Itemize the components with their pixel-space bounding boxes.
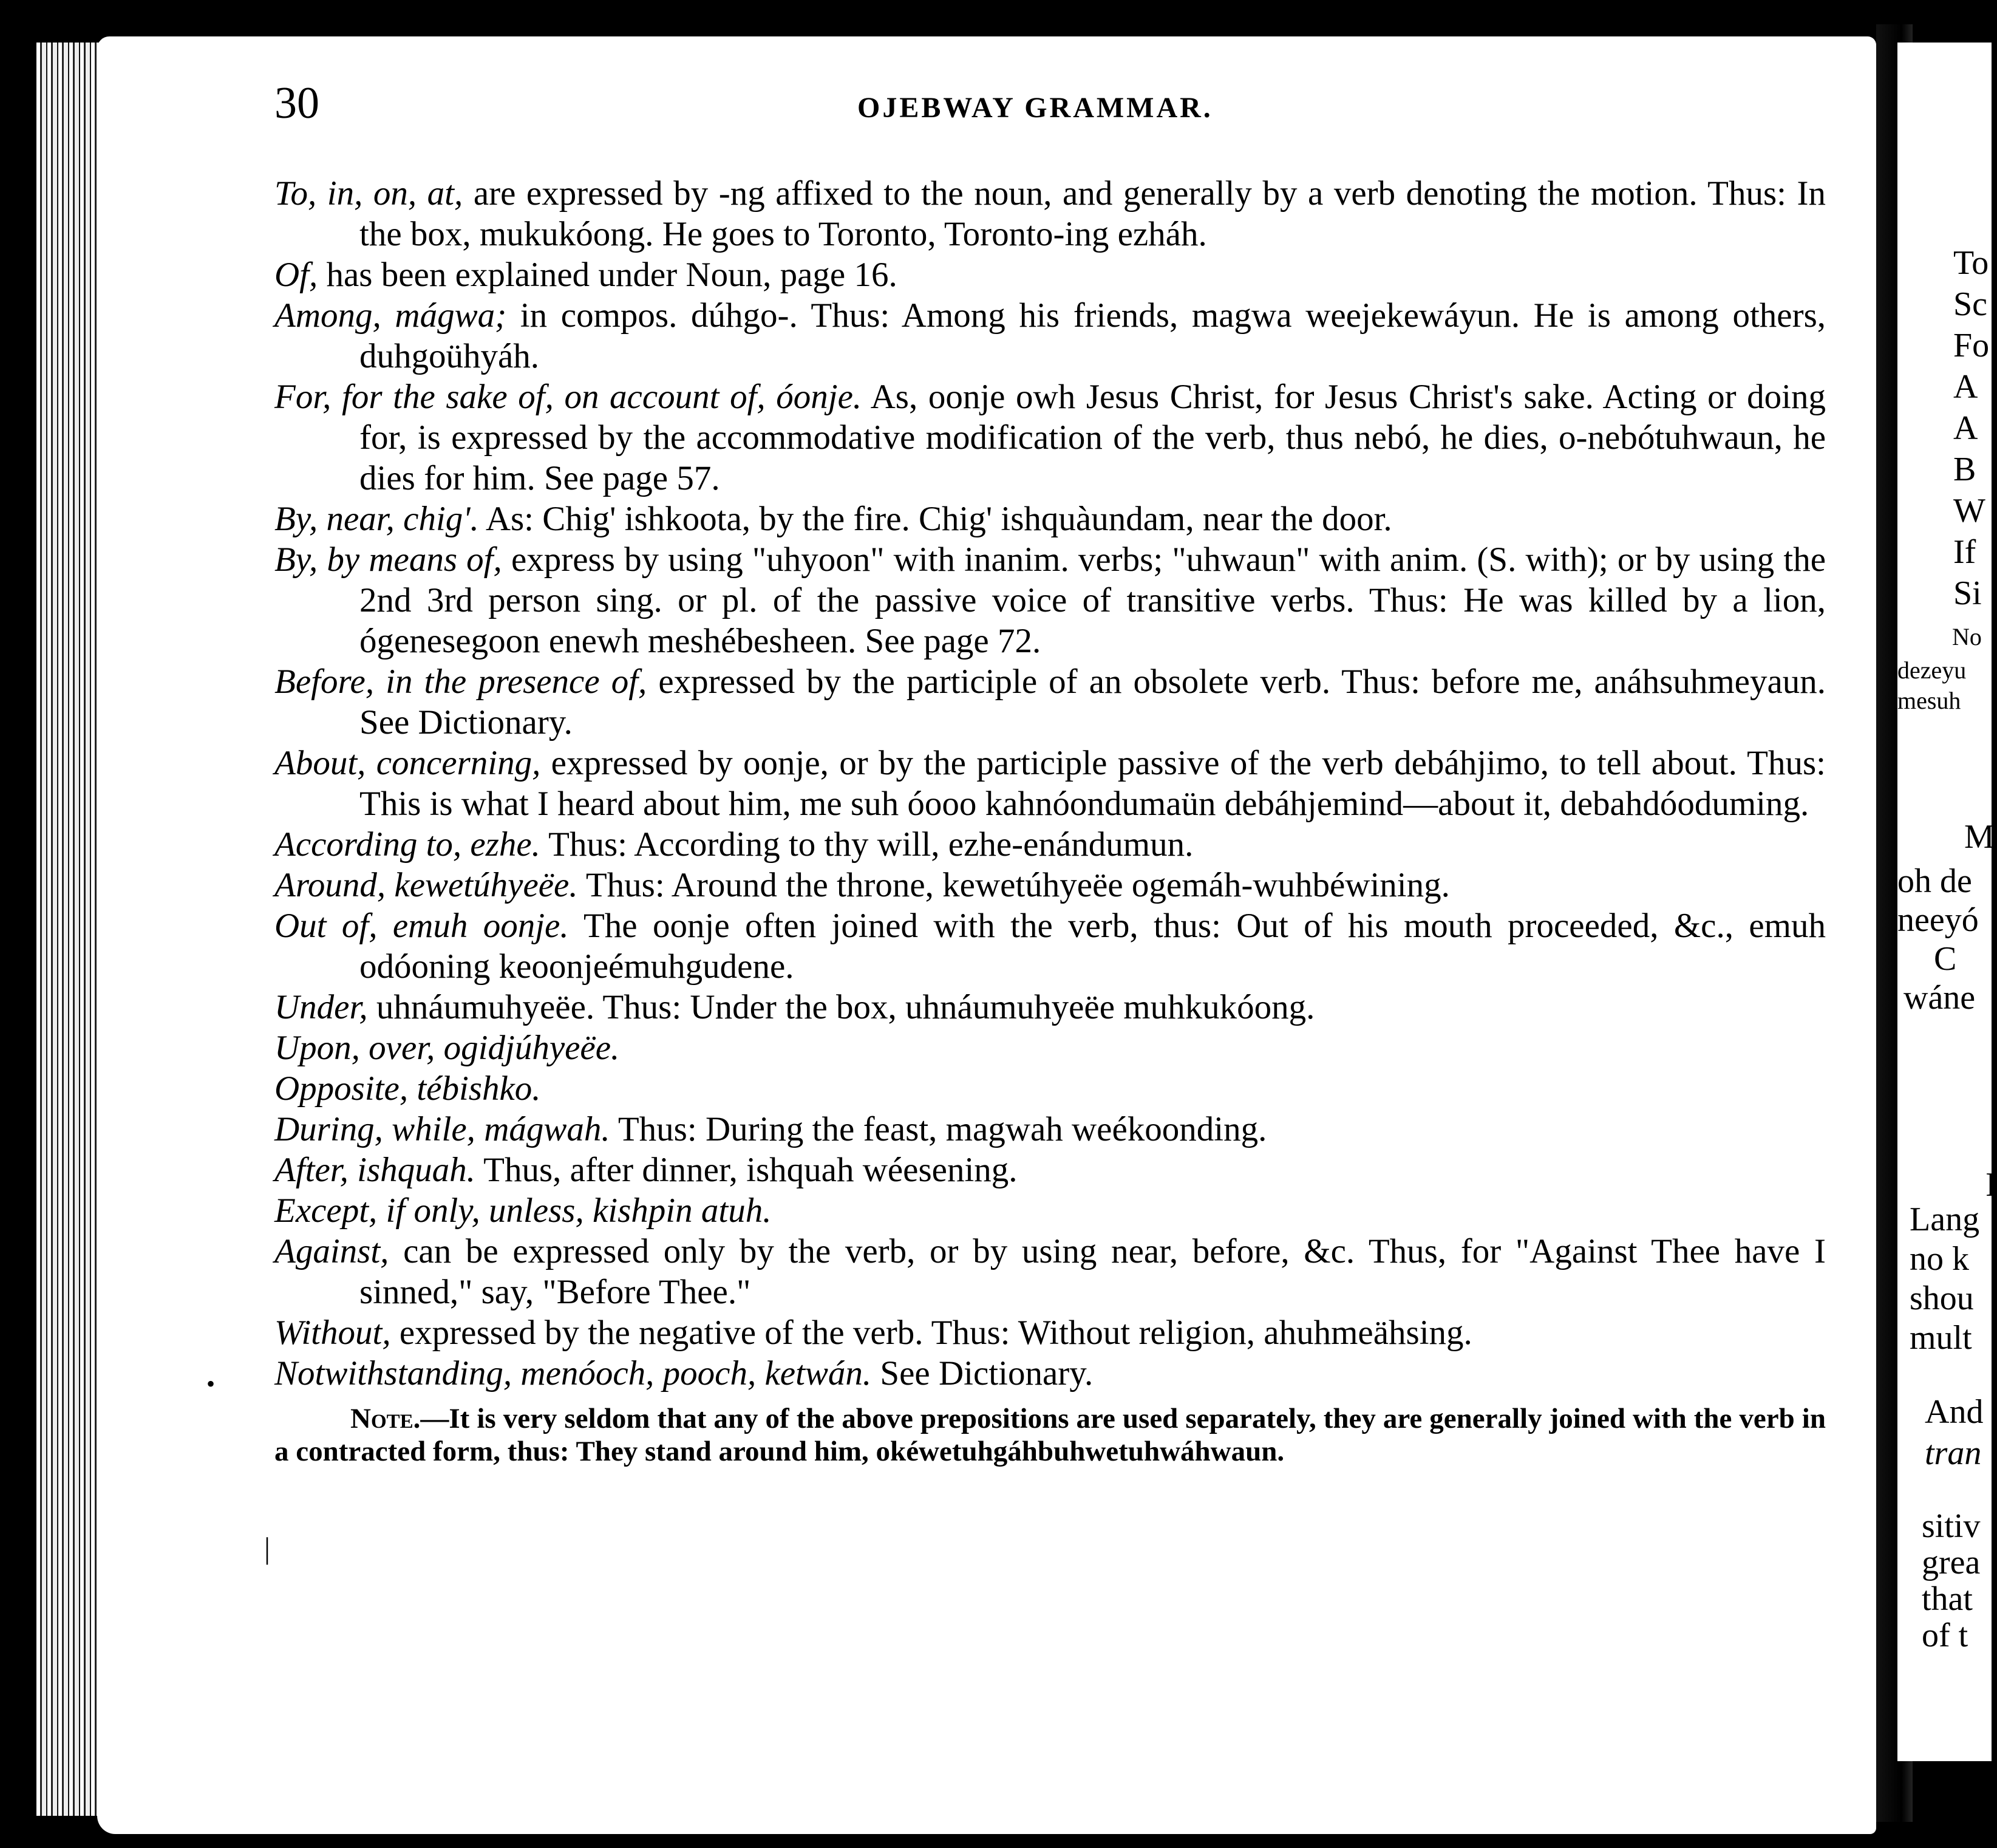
fragment-text: I [1985,1166,1997,1204]
fragment-text: of t [1922,1617,1968,1654]
entry-gloss: tébishko. [417,1069,541,1108]
fragment-text: And [1925,1393,1984,1431]
fragment-text: A [1953,368,1978,406]
entry-before [274,661,1826,743]
entry-text: are expressed by -ng affixed to the noun, and generally by a verb denoting the motion. Thus: In the box, mukukóong. He goes to Toronto, Toronto-ing ezháh. [359,174,1826,253]
entry-head: For, for the sake of, on account of, [274,378,766,416]
fragment-text: mult [1910,1319,1972,1357]
entry-to [274,173,1826,254]
entry-text: in compos. dúhgo-. Thus: Among his friends, magwa weejekewáyun. He is among others, duhgoühyáh. [359,296,1826,375]
fragment-text: To [1953,244,1989,282]
entry-text: expressed by oonje, or by the participle passive of the verb debáhjimo, to tell about. Thus: This is what I heard about him, me suh óooo kahnóondumaün debáhjemind—about it, debahdóoduming. [359,744,1826,823]
entry-head: Among, [274,296,381,335]
entry-text: Thus: During the feast, magwah weékoonding. [617,1110,1267,1148]
fragment-text: M [1964,818,1995,856]
ink-speck: | [264,1531,271,1565]
entry-out-of [274,905,1826,987]
fragment-text: W [1953,492,1985,530]
fragment-text: Lang [1910,1201,1980,1238]
entry-head: Of, [274,256,318,294]
fragment-text: wáne [1903,979,1976,1017]
entry-text: has been explained under Noun, page 16. [326,256,897,294]
entry-according-to [274,824,1826,865]
entry-head: Before, in the presence of, [274,663,647,701]
entry-upon [274,1028,1826,1068]
entry-text: Thus, after dinner, ishquah wéesening. [483,1151,1018,1189]
ink-speck: • [206,1370,216,1397]
fragment-text: Sc [1953,285,1987,323]
entry-under [274,987,1826,1028]
fragment-text: A [1953,409,1978,447]
entry-against [274,1231,1826,1312]
entry-text: As, oonje owh Jesus Christ, for Jesus Christ's sake. Acting or doing for, is expressed by the accommodative modification of the verb, thus nebó, he dies, o-nebótuhwaun, he dies for him. See page 57. [359,378,1826,497]
entry-notwithstanding [274,1353,1826,1394]
entry-around [274,865,1826,905]
note-text: —It is very seldom that any of the above prepositions are used separately, they are generally joined with the verb in a contracted form, thus: They stand around him, okéwetuhgáhbuhwetuhwáhwaun. [274,1403,1826,1467]
entry-head: Without, [274,1314,391,1352]
entry-gloss: ezhe. [470,825,540,864]
fragment-text: that [1922,1580,1973,1618]
entry-text: The oonje often joined with the verb, thus: Out of his mouth proceeded, &c., emuh odóoning keoonjeémuhgudene. [359,907,1826,986]
fragment-text: If [1953,533,1976,571]
entry-gloss: ishquah. [357,1151,475,1189]
page-number: 30 [274,78,319,128]
entry-text: Thus: According to thy will, ezhe-enándumun. [548,825,1194,864]
entry-head: Against, [274,1232,389,1270]
entry-head: Under, [274,988,368,1026]
entry-text: See Dictionary. [880,1354,1094,1393]
fragment-text: neeyó [1897,901,1979,939]
fragment-text: shou [1910,1280,1974,1317]
entry-opposite [274,1068,1826,1109]
entry-text: express by using "uhyoon" with inanim. verbs; "uhwaun" with anim. (S. with); or by using the 2nd 3rd person sing. or pl. of the passive voice of transitive verbs. Thus: He was killed by a lion, ógenesegoon enewh meshébesheen. See page 72. [359,540,1826,660]
running-title: OJEBWAY GRAMMAR. [857,92,1213,124]
grammar-text [274,173,1826,1496]
entry-about [274,743,1826,824]
entry-of [274,254,1826,295]
entry-text: Thus: Around the throne, kewetúhyeëe ogemáh-wuhbéwining. [585,866,1450,904]
entry-head: Notwithstanding, [274,1354,512,1393]
fragment-text: C [1934,940,1957,978]
entry-head: Out of, [274,907,378,945]
entry-for [274,377,1826,499]
entry-by-means-of [274,539,1826,661]
entry-head: During, while, [274,1110,475,1148]
entry-gloss: kewetúhyeëe. [394,866,578,904]
fragment-text: dezeyu [1897,656,1967,684]
entry-head: To, in, on, at, [274,174,463,213]
fragment-text: no k [1910,1240,1969,1278]
fragment-text: B [1953,451,1976,488]
entry-gloss: mágwah. [484,1110,610,1148]
fragment-text: mesuh [1897,687,1961,714]
entry-head: According to, [274,825,462,864]
entry-gloss: emuh oonje. [392,907,569,945]
entry-text: can be expressed only by the verb, or by using near, before, &c. Thus, for "Against Thee have I sinned," say, "Before Thee." [359,1232,1826,1311]
entry-gloss: mágwa; [395,296,507,335]
entry-during [274,1109,1826,1150]
entry-head: After, [274,1151,349,1189]
footnote [274,1402,1826,1468]
entry-head: Upon, over, [274,1029,435,1067]
entry-head: By, by means of, [274,540,502,579]
entry-head: Opposite, [274,1069,409,1108]
fragment-text: grea [1922,1544,1981,1581]
entry-head: Except, if only, unless, [274,1192,584,1230]
entry-text: expressed by the participle of an obsolete verb. Thus: before me, anáhsuhmeyaun. See Dictionary. [359,663,1826,742]
entry-without [274,1312,1826,1353]
entry-gloss: ogidjúhyeëe. [443,1029,620,1067]
entry-after [274,1150,1826,1190]
fragment-text: No [1952,623,1982,650]
fragment-text: Si [1953,575,1982,612]
entry-except [274,1190,1826,1231]
entry-head: Around, [274,866,386,904]
fragment-text: oh de [1897,862,1972,900]
entry-head: About, concerning, [274,744,541,782]
entry-text: expressed by the negative of the verb. Thus: Without religion, ahuhmeähsing. [399,1314,1472,1352]
facing-page-fragment [1897,43,1997,1761]
entry-gloss: óonje. [776,378,862,416]
entry-text: As: Chig' ishkoota, by the fire. Chig' ishquàundam, near the door. [485,500,1392,538]
entry-gloss: kishpin atuh. [592,1192,772,1230]
fragment-text: sitiv [1922,1507,1981,1545]
entry-by-near [274,499,1826,539]
note-label: Note. [350,1403,421,1434]
entry-text: uhnáumuhyeëe. Thus: Under the box, uhnáumuhyeëe muhkukóong. [376,988,1315,1026]
entry-gloss: chig'. [403,500,479,538]
entry-among [274,295,1826,377]
fragment-text: tran [1925,1434,1982,1472]
fragment-text: Fo [1953,327,1990,364]
page-header [274,78,1877,132]
entry-gloss: menóoch, pooch, ketwán. [520,1354,872,1393]
entry-head: By, near, [274,500,395,538]
